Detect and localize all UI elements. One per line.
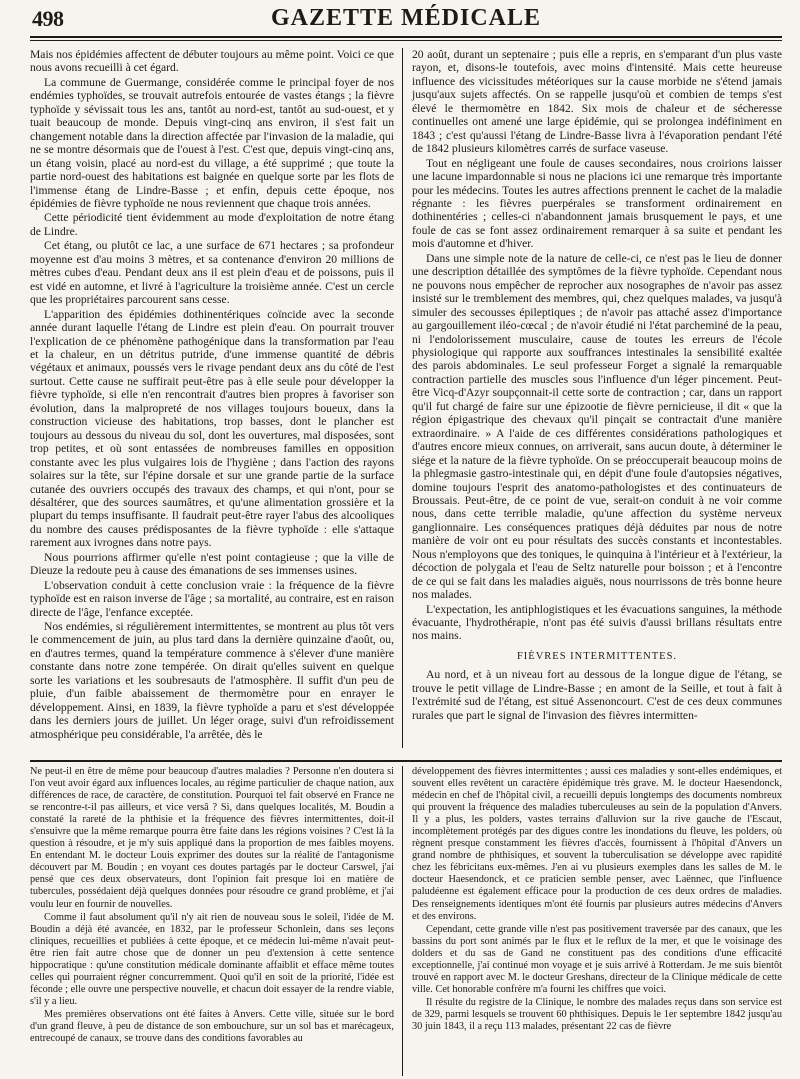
paragraph: Mais nos épidémies affectent de débuter toujours au même point. Voici ce que nous avons recueilli à cet égard. xyxy=(30,48,394,75)
paragraph: Ne peut-il en être de même pour beaucoup d'autres maladies ? Personne n'en doutera si l'on veut avoir égard aux influences locales, au régime particulier de chaque nation, aux différences de race, de caractère, de constitution. Pourquoi tel fait observé en France ne se rencontre-t-il pas ailleurs, et vice versâ ? Si, dans quelques localités, M. Boudin a constaté la rareté de la phthisie et la fréquence des fièvres intermittentes, doit-il s'ensuivre que la même remarque pourra être faite dans les régions voisines ? C'est là la question à résoudre, et je m'y suis appliqué dans la proportion de mes faibles moyens. En entendant M. le docteur Louis exprimer des doutes sur la réalité de l'antagonisme découvert par M. Boudin ; en voyant ces doutes partagés par le docteur Carswel, j'ai pensé que ces deux observateurs, dont l'opinion fait presque loi en matière de tubercules, possédaient déjà quelques données pour résoudre ce grand problème, et j'ai voulu leur en fournir de nouvelles. xyxy=(30,766,394,910)
header-rule-thin xyxy=(30,40,782,41)
journal-title: GAZETTE MÉDICALE xyxy=(270,5,542,31)
lower-section xyxy=(30,766,782,1076)
paragraph: Au nord, et à un niveau fort au dessous de la longue digue de l'étang, se trouve le petit village de Lindre-Basse ; en amont de la Seille, et tout à fait à l'extrémité sud de l'étang, est situé Assenoncourt. C'est de ces deux communes rurales que part le signal de l'invasion des fièvres intermitten- xyxy=(412,668,782,722)
paragraph: Tout en négligeant une foule de causes secondaires, nous croirions laisser une lacune impardonnable si nous ne placions ici une remarque très importante pour les médecins. Toutes les autres affections prennent le cachet de la maladie régnante : les fièvres puerpérales se transforment ordinairement en dothinentéries ; celles-ci n'abandonnent jamais brusquement le pays, et une foule de cas se font assez ordinairement remarquer à sa suite et pendant les mois d'automne et d'hiver. xyxy=(412,156,782,251)
paragraph: Nos endémies, si régulièrement intermittentes, se montrent au plus tôt vers le commencement de juin, au plus tard dans la dernière quinzaine d'août, ou, en d'autres termes, quand la température commence à s'élever d'une manière constante dans notre zone tempérée. On dirait qu'elles suivent en quelque sorte les variations et les soubresauts de l'atmosphère. Il suffit d'un peu de pluie, d'un faible abaissement de thermomètre pour en enrayer le développement. Ainsi, en 1839, la fièvre typhoïde a paru et s'est développée dans les derniers jours de juillet. Un léger orage, suivi d'un refroidissement atmosphérique peu considérable, l'a arrêtée, dès le xyxy=(30,620,394,741)
paragraph: L'expectation, les antiphlogistiques et les évacuations sanguines, la méthode évacuante, l'hydrothérapie, n'ont pas été suivis d'aussi brillans résultats entre nos mains. xyxy=(412,602,782,643)
feuilleton-rule xyxy=(30,760,782,762)
lower-left-column xyxy=(30,766,394,1046)
upper-section xyxy=(30,48,782,748)
upper-right-column xyxy=(412,48,782,723)
page-number: 498 xyxy=(32,6,64,31)
column-divider xyxy=(402,48,403,748)
section-heading: FIÈVRES INTERMITTENTES. xyxy=(516,650,678,662)
paragraph: Cet étang, ou plutôt ce lac, a une surface de 671 hectares ; sa profondeur moyenne est d'au moins 3 mètres, et sa contenance d'environ 20 millions de mètres cubes d'eau. Pendant deux ans il est plein d'eau et de poissons, puis il est vidé en automne, et livré à l'agriculture la troisième année. C'est un cercle que les propriétaires parcourent sans cesse. xyxy=(30,239,394,307)
paragraph: Nous pourrions affirmer qu'elle n'est point contagieuse ; que la ville de Dieuze la redoute peu à cause des émanations de ses immenses usines. xyxy=(30,550,394,578)
paragraph: Cependant, cette grande ville n'est pas positivement traversée par des canaux, que les bassins du port sont animés par le flux et le reflux de la mer, et que le voisinage des dolders et du sas de Gand ne constituent pas des conditions d'une efficacité exceptionnelle, j'ai continué mon voyage et je suis arrivé à Rotterdam. Je me suis bientôt trouvé en rapport avec M. le docteur Greshans, directeur de la Clinique médicale de cette ville. Cet honorable confrère m'a fourni les chiffres que voici. xyxy=(412,923,782,995)
paragraph: Dans une simple note de la nature de celle-ci, ce n'est pas le lieu de donner une description détaillée des symptômes de la fièvre typhoïde. Cependant nous ne pouvons nous empêcher de reprocher aux nosographes de n'avoir pas assez insisté sur le tremblement des membres, qui, chez quelques malades, va jusqu'à simuler des secousses épileptiques ; de n'avoir pas attaché assez d'importance au gargouillement iléo-cœcal ; de n'avoir étudié ni l'état parcheminé de la peau, ni l'endolorissement musculaire, cause de toutes les erreurs de l'école physiologique qui rapporte aux souffrances intestinales la sensibilité exaltée des parois abdominales. Le seul professeur Forget a signalé la remarquable contraction partielle des muscles sous l'influence d'un léger pincement. Peut-être Vicq-d'Azyr soupçonnait-il cette sorte de contraction ; car, dans un rapport qu'il fut chargé de faire sur une épizootie de fièvre pernicieuse, il dit « que la région épigastrique des chevaux qu'il pinçait se contractait d'une manière extraordinaire. » A l'aide de ces différentes considérations pathologiques et d'autres encore mieux connues, on arriverait, sans aucun doute, à déterminer le siége et la nature de la fièvre typhoïde. On se préoccuperait beaucoup moins de la phlegmasie gastro-intestinale qui, en dépit d'une foule d'autopsies négatives, domine toujours l'esprit des anatomo-pathologistes et des continuateurs de Broussais. Peut-être, de ce point de vue, serait-on conduit à ne voir comme nous, dans cette terrible maladie, qu'une affection du système nerveux ganglionnaire. Les conséquences pratiques déjà déduites par nous de notre manière de voir ont eu pour résultats des succès constants et incontestables. Nous n'employons que des toniques, le quinquina à l'intérieur et à l'extérieur, la décoction de polygala et l'eau de Seltz naturelle pour boisson ; et à l'encontre de ce qui se fait dans les maladies aiguës, nous nourrissons de très bonne heure nos malades. xyxy=(412,251,782,602)
paragraph: L'apparition des épidémies dothinentériques coïncide avec la seconde année durant laquelle l'étang de Lindre est plein d'eau. On pourrait trouver l'explication de ce phénomène pathogénique dans la transformation par l'eau et la chaleur, en un détritus putride, d'une immense quantité de débris végétaux et animaux, poussés vers le rivage pendant deux ans du côté de l'est surtout. Cette cause ne suffirait peut-être pas à elle seule pour développer la fièvre typhoïde, si elle n'en rencontrait d'autres bien propres à favoriser son évolution, dans la malpropreté de nos villages toujours boueux, dans la construction vicieuse des habitations, trop basses, dont le plancher est toujours au dessous du niveau du sol, dont les ouvertures, mal disposées, sont trop petites, et où sont entassées de nombreuses familles en opposition constante avec les plus vulgaires lois de l'hygiène ; dans l'action des rayons solaires sur la tête, sur l'épine dorsale et sur une grande partie de la surface cutanée des ouvriers occupés des travaux des champs, et qui n'ont, pour se désaltérer, que des sources saumâtres, et qu'une alimentation grossière et la plupart du temps insuffisante. Il faudrait peut-être rayer l'abus des alcooliques du nombre des causes prédisposantes de la fièvre typhoïde : elle s'attaque rarement aux ivrognes dans notre pays. xyxy=(30,307,394,550)
header-rule xyxy=(30,36,782,38)
paragraph: Il résulte du registre de la Clinique, le nombre des malades reçus dans son service est de 329, parmi lesquels se trouvent 60 phthisiques. Depuis le 1er septembre 1842 jusqu'au 30 juin 1843, il a reçu 113 malades, présentant 22 cas de fièvre xyxy=(412,996,782,1032)
paragraph: développement des fièvres intermittentes ; aussi ces maladies y sont-elles endémiques, et souvent elles revêtent un caractère épidémique très grave. M. le docteur Haesendonck, médecin en chef de l'hôpital civil, a recueilli depuis longtemps des documents nombreux qui prouvent la fréquence des maladies tuberculeuses au sein de la population d'Anvers. Il y a plus, les polders, vastes terrains d'alluvion sur la rive gauche de l'Escaut, incomplètement protégés par des digues contre les inondations du fleuve, les polders, où règnent presque constamment les fièvres d'accès, fournissent à l'hôpital d'Anvers un grand nombre de phthisiques, et souvent la tuberculisation se développe avec rapidité chez les fébricitans eux-mêmes. J'en ai vu plusieurs exemples dans les salles de M. le docteur Haesendonck, et ce praticien semble penser, avec Laënnec, que l'influence paludéenne est également efficace pour la production de ces deux ordres de maladies. Des renseignements identiques m'ont été fournis par plusieurs autres médecins d'Anvers et des environs. xyxy=(412,766,782,922)
journal-page xyxy=(30,4,782,1074)
paragraph: Comme il faut absolument qu'il n'y ait rien de nouveau sous le soleil, l'idée de M. Boudin a déjà été avancée, en 1832, par le professeur Schonlein, dans ses leçons cliniques, recueillies et publiées à cette époque, et ce médecin lui-même n'avait peut-être rien fait autre chose que de donner un peu d'extension à cette sentence hippocratique : qu'une constitution médicale dominante affaiblit et efface même toutes celles qui pourraient régner concurremment. Quoi qu'il en soit de la priorité, l'idée est féconde ; elle ouvre une perspective nouvelle, et chacun doit essayer de la rendre viable, s'il y a lieu. xyxy=(30,911,394,1007)
column-divider xyxy=(402,766,403,1076)
paragraph: 20 août, durant un septenaire ; puis elle a repris, en s'emparant d'un plus vaste rayon, et, disons-le toutefois, avec moins d'intensité. Mais cette heureuse influence des vicissitudes météoriques sur la cause morbide ne s'étend jamais jusqu'aux sujets affectés. On se rappelle jusqu'où et combien de temps s'est élevé le thermomètre en 1842. Six mois de chaleur et de sécheresse continuelles ont amené une large épidémie, qui se prolongea indéfiniment en 1843 ; c'est qu'aussi l'étang de Lindre-Basse livra à l'évaporation pendant l'été de 1842 plusieurs kilomètres carrés de surface vaseuse. xyxy=(412,48,782,156)
upper-left-column xyxy=(30,48,394,742)
paragraph: Cette périodicité tient évidemment au mode d'exploitation de notre étang de Lindre. xyxy=(30,211,394,238)
paragraph: L'observation conduit à cette conclusion vraie : la fréquence de la fièvre typhoïde est en raison inverse de l'âge ; sa mortalité, au contraire, est en raison directe de l'âge, l'enfance exceptée. xyxy=(30,578,394,619)
lower-right-column xyxy=(412,766,782,1034)
paragraph: Mes premières observations ont été faites à Anvers. Cette ville, située sur le bord d'un grand fleuve, à peu de distance de son embouchure, sur un sol bas et marécageux, entrecoupé de canaux, se trouve dans des conditions favorables au xyxy=(30,1008,394,1045)
paragraph: La commune de Guermange, considérée comme le principal foyer de nos endémies typhoïdes, se trouvait autrefois entourée de vastes étangs ; la fièvre typhoïde y sévissait tous les ans, tantôt au nord-est, tantôt au sud-ouest, et y tuait beaucoup de monde. Depuis vingt-cinq ans environ, il s'est fait un changement notable dans la direction affectée par l'invasion de la maladie, qui ne se montre désormais que de l'ouest à l'est. C'est que, depuis vingt-cinq ans, un étang voisin, placé au nord-est du village, a été supprimé ; que toute la partie nord-ouest des habitations est baignée en quelque sorte par les flots de l'immense étang de Lindre-Basse ; et enfin, depuis cette époque, nos épidémies de fièvre typhoïde ne nous reviennent que chaque trois années. xyxy=(30,75,394,210)
page-header xyxy=(30,4,782,34)
